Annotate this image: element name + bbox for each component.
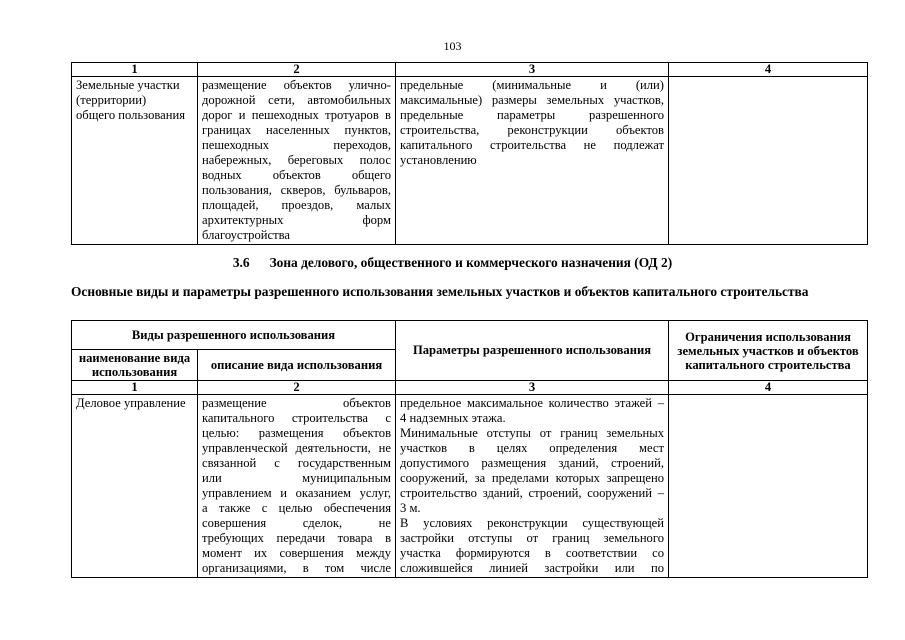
section-number: 3.6 bbox=[232, 255, 250, 270]
cell-text-line: управлением и оказанием услуг, bbox=[202, 486, 392, 500]
cell-text-line: общего пользования bbox=[76, 108, 186, 122]
cell-text-line: набережных, береговых полос bbox=[202, 153, 391, 167]
cell-text-line: максимальные) размеры земельных участков, bbox=[400, 93, 664, 107]
column-number: 3 bbox=[396, 63, 669, 77]
cell-text-line: предельные (минимальные и (или) bbox=[400, 78, 664, 92]
parameters-cell bbox=[396, 395, 669, 578]
cell-text-line: пешеходных переходов, bbox=[202, 138, 391, 152]
column-number: 1 bbox=[72, 63, 198, 77]
cell-text-line: границах населенных пунктов, bbox=[202, 123, 391, 137]
use-name-cell: Деловое управление bbox=[72, 395, 198, 578]
cell-text-line: участка формируются в соответствии со bbox=[400, 546, 665, 560]
restrictions-cell bbox=[669, 395, 868, 578]
column-number: 3 bbox=[396, 381, 669, 395]
column-number: 4 bbox=[669, 381, 868, 395]
cell-text-line: дорог и пешеходных тротуаров в bbox=[202, 108, 391, 122]
cell-text-line: участков в целях определения мест bbox=[400, 441, 665, 455]
section-title: Зона делового, общественного и коммерческого назначения (ОД 2) bbox=[269, 255, 673, 270]
cell-text-line: связанной с государственным bbox=[202, 456, 392, 470]
use-description-cell bbox=[198, 77, 396, 245]
cell-text-line: В условиях реконструкции существующей bbox=[400, 516, 665, 530]
column-number: 1 bbox=[72, 381, 198, 395]
cell-text-line: (территории) bbox=[76, 93, 147, 107]
cell-text-line: водных объектов общего bbox=[202, 168, 391, 182]
header-use-description: описание вида использования bbox=[198, 350, 396, 381]
cell-text-line: допустимого размещения зданий, строений, bbox=[400, 456, 665, 470]
cell-text-line: строительство зданий, строений, сооружений – bbox=[400, 486, 665, 500]
column-number: 2 bbox=[198, 63, 396, 77]
table-row bbox=[72, 77, 868, 245]
cell-text-line: сложившейся линией застройки или по bbox=[400, 561, 665, 575]
cell-text-line: Земельные участки bbox=[76, 78, 180, 92]
cell-text-line: требующих передачи товара в bbox=[202, 531, 392, 545]
use-description-cell bbox=[198, 395, 396, 578]
cell-text-line: сооружений, за пределами которых запрещено bbox=[400, 471, 665, 485]
cell-text-line: Минимальные отступы от границ земельных bbox=[400, 426, 665, 440]
section-heading bbox=[0, 255, 905, 271]
cell-text-line: дорожной сети, автомобильных bbox=[202, 93, 391, 107]
column-number: 2 bbox=[198, 381, 396, 395]
cell-text-line: а также с целью обеспечения bbox=[202, 501, 392, 515]
header-restrictions: Ограничения использования земельных участков и объектов капитального строительства bbox=[669, 321, 868, 381]
table-row bbox=[72, 395, 868, 578]
page-number: 103 bbox=[443, 39, 462, 53]
header-permitted-uses: Виды разрешенного использования bbox=[72, 321, 396, 350]
cell-text-line: организациями, в том числе bbox=[202, 561, 392, 575]
cell-text-line: управленческой деятельности, не bbox=[202, 441, 392, 455]
cell-text-line: строительства, реконструкции объектов bbox=[400, 123, 664, 137]
column-number-row bbox=[72, 381, 868, 395]
column-number: 4 bbox=[669, 63, 868, 77]
cell-text-line: установлению bbox=[400, 153, 477, 167]
column-number-row bbox=[72, 63, 868, 77]
cell-text-line: размещение объектов bbox=[202, 396, 392, 410]
use-name-cell bbox=[72, 77, 198, 245]
cell-text-line: пользования, скверов, бульваров, bbox=[202, 183, 391, 197]
cell-text-line: момент их совершения между bbox=[202, 546, 392, 560]
header-use-name: наименование вида использования bbox=[72, 350, 198, 381]
cell-text-line: 4 надземных этажа. bbox=[400, 411, 506, 425]
cell-text-line: 3 м. bbox=[400, 501, 421, 515]
cell-text-line: предельные параметры разрешенного bbox=[400, 108, 664, 122]
subsection-heading: Основные виды и параметры разрешенного использования земельных участков и объектов капитального строительства bbox=[71, 284, 809, 299]
restrictions-cell bbox=[669, 77, 868, 245]
continued-table bbox=[71, 62, 868, 245]
header-row bbox=[72, 321, 868, 350]
cell-text-line: предельное максимальное количество этажей – bbox=[400, 396, 665, 410]
cell-text-line: размещение объектов улично- bbox=[202, 78, 391, 92]
parameters-cell bbox=[396, 77, 669, 245]
cell-text-line: капитального строительства с bbox=[202, 411, 392, 425]
header-parameters: Параметры разрешенного использования bbox=[396, 321, 669, 381]
cell-text-line: архитектурных форм bbox=[202, 213, 391, 227]
permitted-use-table bbox=[71, 320, 868, 578]
cell-text-line: застройки отступы от границ земельного bbox=[400, 531, 665, 545]
cell-text-line: капитального строительства не подлежат bbox=[400, 138, 664, 152]
cell-text-line: совершения сделок, не bbox=[202, 516, 392, 530]
cell-text-line: площадей, проездов, малых bbox=[202, 198, 391, 212]
cell-text-line: или муниципальным bbox=[202, 471, 392, 485]
cell-text-line: целью: размещения объектов bbox=[202, 426, 392, 440]
cell-text-line: благоустройства bbox=[202, 228, 290, 242]
